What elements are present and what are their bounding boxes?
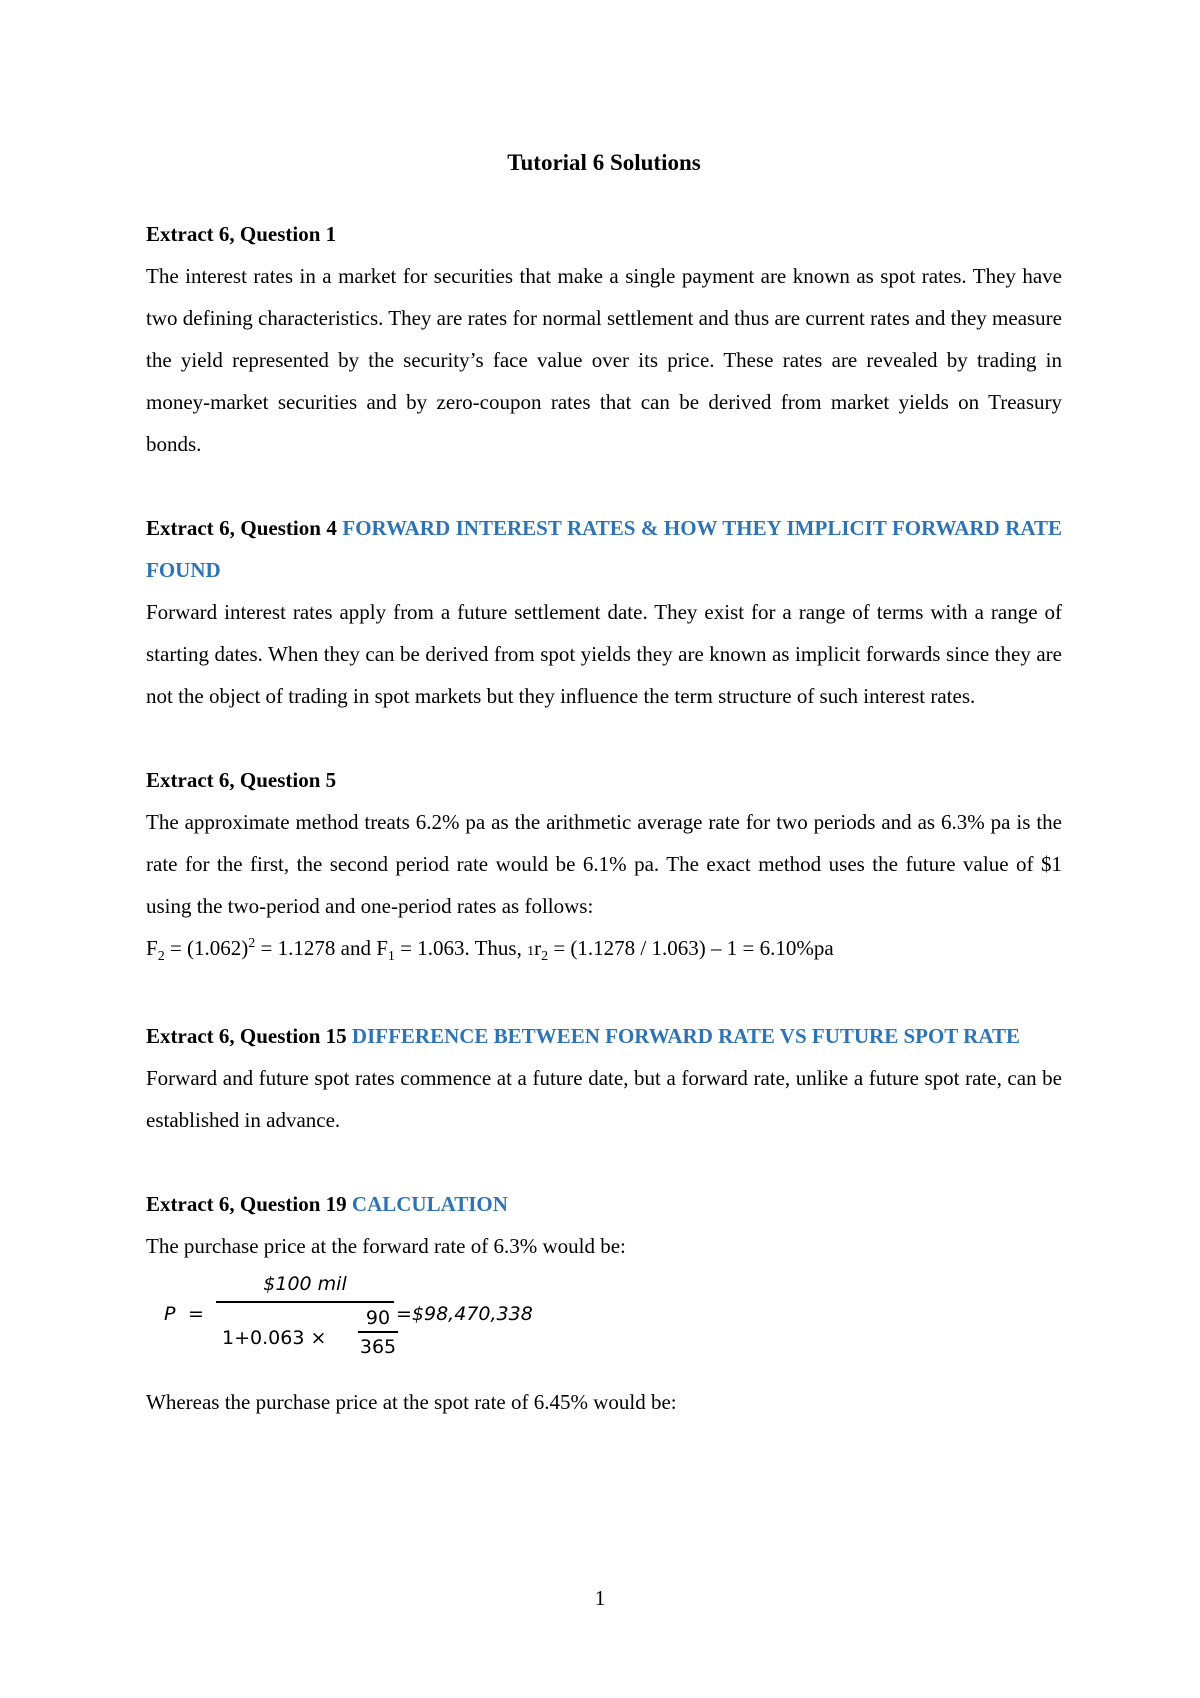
section-question-1 bbox=[146, 213, 1062, 465]
formula-f1-val: = 1.063. Thus, bbox=[394, 936, 528, 960]
formula-f2-val: = 1.1278 and F bbox=[255, 936, 388, 960]
question-label: Extract 6, Question 4 bbox=[146, 516, 337, 540]
page-number: 1 bbox=[594, 1586, 606, 1610]
document-title: Tutorial 6 Solutions bbox=[507, 150, 701, 175]
section-question-15 bbox=[146, 1015, 1062, 1141]
section-question-5 bbox=[146, 759, 1062, 973]
section-question-4 bbox=[146, 507, 1062, 717]
section-heading bbox=[146, 1183, 1062, 1225]
formula-r-sub: 2 bbox=[541, 949, 549, 965]
denominator-expression: 1+0.063 × bbox=[222, 1327, 327, 1349]
inner-numerator: 90 bbox=[365, 1307, 391, 1329]
equation-numerator: $100 mil bbox=[263, 1273, 347, 1295]
inner-denominator: 365 bbox=[359, 1336, 397, 1358]
forward-rate-formula bbox=[146, 927, 1062, 973]
section-heading bbox=[146, 507, 1062, 591]
question-label: Extract 6, Question 15 bbox=[146, 1024, 347, 1048]
inner-fraction bbox=[358, 1307, 398, 1359]
formula-f2-base: F bbox=[146, 936, 158, 960]
formula-r-lead: 1 bbox=[527, 944, 535, 959]
section-heading bbox=[146, 213, 1062, 255]
section-heading bbox=[146, 759, 1062, 801]
answer-paragraph: The approximate method treats 6.2% pa as the arithmetic average rate for two periods and as 6.3% pa is the rate for the first, the second period rate would be 6.1% pa. The exact method uses the future value of $1 using the two-period and one-period rates as follows: bbox=[146, 810, 1062, 918]
formula-r-base: r bbox=[534, 936, 542, 960]
answer-paragraph: The interest rates in a market for securities that make a single payment are known as spot rates. They have two defining characteristics. They are rates for normal settlement and thus are current rates and they measure the yield represented by the security’s face value over its price. These rates are revealed by trading in money-market securities and by zero-coupon rates that can be derived from market yields on Treasury bonds. bbox=[146, 264, 1062, 456]
answer-paragraph: The purchase price at the forward rate of 6.3% would be: bbox=[146, 1234, 626, 1258]
equation-equals: = bbox=[188, 1303, 204, 1325]
purchase-price-equation bbox=[164, 1271, 1062, 1369]
question-label: Extract 6, Question 1 bbox=[146, 222, 337, 246]
formula-f2-sub: 2 bbox=[157, 949, 165, 965]
answer-paragraph: Forward interest rates apply from a future settlement date. They exist for a range of terms with a range of starting dates. When they can be derived from spot yields they are known as implicit forwards since they are not the object of trading in spot markets but they influence the term structure of such interest rates. bbox=[146, 600, 1062, 708]
formula-f2-sup: 2 bbox=[248, 936, 256, 951]
document-body bbox=[146, 148, 1062, 1465]
inner-fraction-bar bbox=[358, 1331, 398, 1333]
answer-paragraph: Whereas the purchase price at the spot rate of 6.45% would be: bbox=[146, 1390, 677, 1414]
question-label: Extract 6, Question 5 bbox=[146, 768, 337, 792]
answer-paragraph: Forward and future spot rates commence at a future date, but a forward rate, unlike a future spot rate, can be established in advance. bbox=[146, 1066, 1062, 1132]
formula-f1-sub: 1 bbox=[387, 949, 395, 965]
formula-r-val: = (1.1278 / 1.063) – 1 = 6.10%pa bbox=[548, 936, 834, 960]
question-topic: FORWARD INTEREST RATES & HOW THEY IMPLICIT FORWARD RATE FOUND bbox=[146, 516, 1063, 582]
section-question-19 bbox=[146, 1183, 1062, 1423]
equation-result: =$98,470,338 bbox=[396, 1303, 533, 1325]
question-topic: CALCULATION bbox=[351, 1192, 508, 1216]
equation-denominator bbox=[216, 1303, 397, 1365]
formula-f2-expr: = (1.062) bbox=[164, 936, 249, 960]
question-label: Extract 6, Question 19 bbox=[146, 1192, 347, 1216]
section-heading bbox=[146, 1015, 1062, 1057]
question-topic: DIFFERENCE BETWEEN FORWARD RATE VS FUTURE SPOT RATE bbox=[351, 1024, 1020, 1048]
equation-lhs: P bbox=[164, 1303, 176, 1325]
equation-fraction bbox=[216, 1271, 397, 1365]
